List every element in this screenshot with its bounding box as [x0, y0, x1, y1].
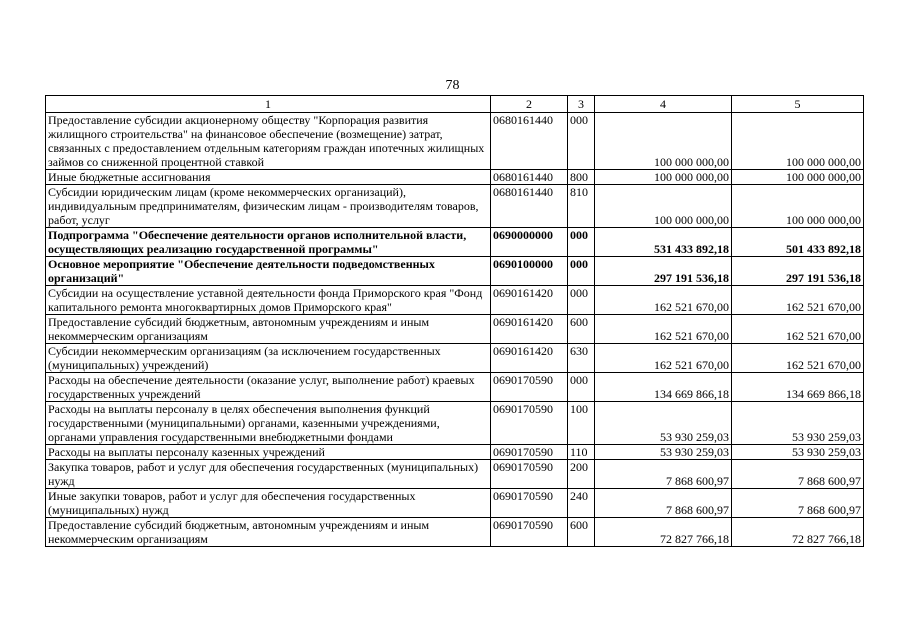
row-value-col5-cell: 162 521 670,00 [732, 286, 864, 315]
row-name-cell: Иные бюджетные ассигнования [46, 170, 491, 185]
header-col-2: 2 [491, 96, 568, 113]
row-value-col4-cell: 100 000 000,00 [595, 113, 732, 170]
row-name-cell: Субсидии на осуществление уставной деятельности фонда Приморского края "Фонд капитального ремонта многоквартирных домов Приморского края" [46, 286, 491, 315]
row-value-col5-cell: 53 930 259,03 [732, 445, 864, 460]
row-code-cell: 0690000000 [491, 228, 568, 257]
row-code-cell: 0690170590 [491, 460, 568, 489]
table-row [46, 286, 864, 315]
table-row [46, 228, 864, 257]
header-col-3: 3 [568, 96, 595, 113]
header-col-4: 4 [595, 96, 732, 113]
row-name-cell: Субсидии некоммерческим организациям (за исключением государственных (муниципальных) учреждений) [46, 344, 491, 373]
row-type-cell: 810 [568, 185, 595, 228]
row-name-cell: Расходы на выплаты персоналу в целях обеспечения выполнения функций государственными (муниципальными) органами, казенными учреждениями, органами управления государственными внебюджетными фондами [46, 402, 491, 445]
row-name-cell: Предоставление субсидии акционерному обществу "Корпорация развития жилищного строительства" на финансовое обеспечение (возмещение) затрат, связанных с предоставлением отдельным категориям граждан ипотечных жилищных займов со сниженной процентной ставкой [46, 113, 491, 170]
row-code-cell: 0680161440 [491, 170, 568, 185]
row-code-cell: 0690170590 [491, 518, 568, 547]
table-row [46, 185, 864, 228]
row-code-cell: 0680161440 [491, 185, 568, 228]
row-value-col4-cell: 134 669 866,18 [595, 373, 732, 402]
row-value-col4-cell: 53 930 259,03 [595, 445, 732, 460]
row-type-cell: 000 [568, 228, 595, 257]
row-type-cell: 600 [568, 315, 595, 344]
row-value-col4-cell: 531 433 892,18 [595, 228, 732, 257]
header-col-5: 5 [732, 96, 864, 113]
row-name-cell: Подпрограмма "Обеспечение деятельности органов исполнительной власти, осуществляющих реализацию государственной программы" [46, 228, 491, 257]
row-value-col5-cell: 7 868 600,97 [732, 460, 864, 489]
row-value-col5-cell: 7 868 600,97 [732, 489, 864, 518]
table-row [46, 315, 864, 344]
row-value-col5-cell: 100 000 000,00 [732, 113, 864, 170]
page-number: 78 [445, 78, 460, 93]
table-row [46, 257, 864, 286]
table-row [46, 373, 864, 402]
row-type-cell: 240 [568, 489, 595, 518]
row-value-col4-cell: 297 191 536,18 [595, 257, 732, 286]
row-value-col4-cell: 162 521 670,00 [595, 315, 732, 344]
row-code-cell: 0690170590 [491, 373, 568, 402]
row-code-cell: 0690100000 [491, 257, 568, 286]
row-type-cell: 110 [568, 445, 595, 460]
row-code-cell: 0690161420 [491, 344, 568, 373]
row-value-col5-cell: 100 000 000,00 [732, 170, 864, 185]
row-name-cell: Предоставление субсидий бюджетным, автономным учреждениям и иным некоммерческим организациям [46, 518, 491, 547]
row-value-col4-cell: 162 521 670,00 [595, 344, 732, 373]
table-row [46, 518, 864, 547]
row-value-col4-cell: 53 930 259,03 [595, 402, 732, 445]
row-name-cell: Закупка товаров, работ и услуг для обеспечения государственных (муниципальных) нужд [46, 460, 491, 489]
table-row [46, 170, 864, 185]
table-row [46, 445, 864, 460]
row-name-cell: Предоставление субсидий бюджетным, автономным учреждениям и иным некоммерческим организациям [46, 315, 491, 344]
row-value-col5-cell: 501 433 892,18 [732, 228, 864, 257]
row-name-cell: Основное мероприятие "Обеспечение деятельности подведомственных организаций" [46, 257, 491, 286]
row-name-cell: Расходы на выплаты персоналу казенных учреждений [46, 445, 491, 460]
row-type-cell: 630 [568, 344, 595, 373]
table-row [46, 460, 864, 489]
row-type-cell: 600 [568, 518, 595, 547]
row-code-cell: 0690170590 [491, 489, 568, 518]
table-row [46, 489, 864, 518]
row-type-cell: 000 [568, 257, 595, 286]
row-value-col5-cell: 72 827 766,18 [732, 518, 864, 547]
row-name-cell: Субсидии юридическим лицам (кроме некоммерческих организаций), индивидуальным предпринимателям, физическим лицам - производителям товаров, работ, услуг [46, 185, 491, 228]
table-row [46, 113, 864, 170]
header-col-1: 1 [46, 96, 491, 113]
row-value-col5-cell: 162 521 670,00 [732, 344, 864, 373]
row-value-col5-cell: 297 191 536,18 [732, 257, 864, 286]
row-value-col5-cell: 100 000 000,00 [732, 185, 864, 228]
row-code-cell: 0690161420 [491, 315, 568, 344]
row-value-col4-cell: 162 521 670,00 [595, 286, 732, 315]
row-type-cell: 800 [568, 170, 595, 185]
table-row [46, 344, 864, 373]
row-code-cell: 0690170590 [491, 445, 568, 460]
row-name-cell: Иные закупки товаров, работ и услуг для обеспечения государственных (муниципальных) нужд [46, 489, 491, 518]
row-type-cell: 100 [568, 402, 595, 445]
row-value-col5-cell: 53 930 259,03 [732, 402, 864, 445]
row-value-col4-cell: 72 827 766,18 [595, 518, 732, 547]
budget-table [45, 95, 864, 547]
table-header-row [46, 96, 864, 113]
row-value-col4-cell: 100 000 000,00 [595, 170, 732, 185]
row-code-cell: 0690170590 [491, 402, 568, 445]
table-row [46, 402, 864, 445]
row-value-col4-cell: 7 868 600,97 [595, 460, 732, 489]
row-value-col5-cell: 134 669 866,18 [732, 373, 864, 402]
row-type-cell: 200 [568, 460, 595, 489]
row-value-col5-cell: 162 521 670,00 [732, 315, 864, 344]
row-type-cell: 000 [568, 373, 595, 402]
row-type-cell: 000 [568, 286, 595, 315]
row-type-cell: 000 [568, 113, 595, 170]
row-value-col4-cell: 100 000 000,00 [595, 185, 732, 228]
row-code-cell: 0690161420 [491, 286, 568, 315]
row-code-cell: 0680161440 [491, 113, 568, 170]
row-value-col4-cell: 7 868 600,97 [595, 489, 732, 518]
row-name-cell: Расходы на обеспечение деятельности (оказание услуг, выполнение работ) краевых государственных учреждений [46, 373, 491, 402]
